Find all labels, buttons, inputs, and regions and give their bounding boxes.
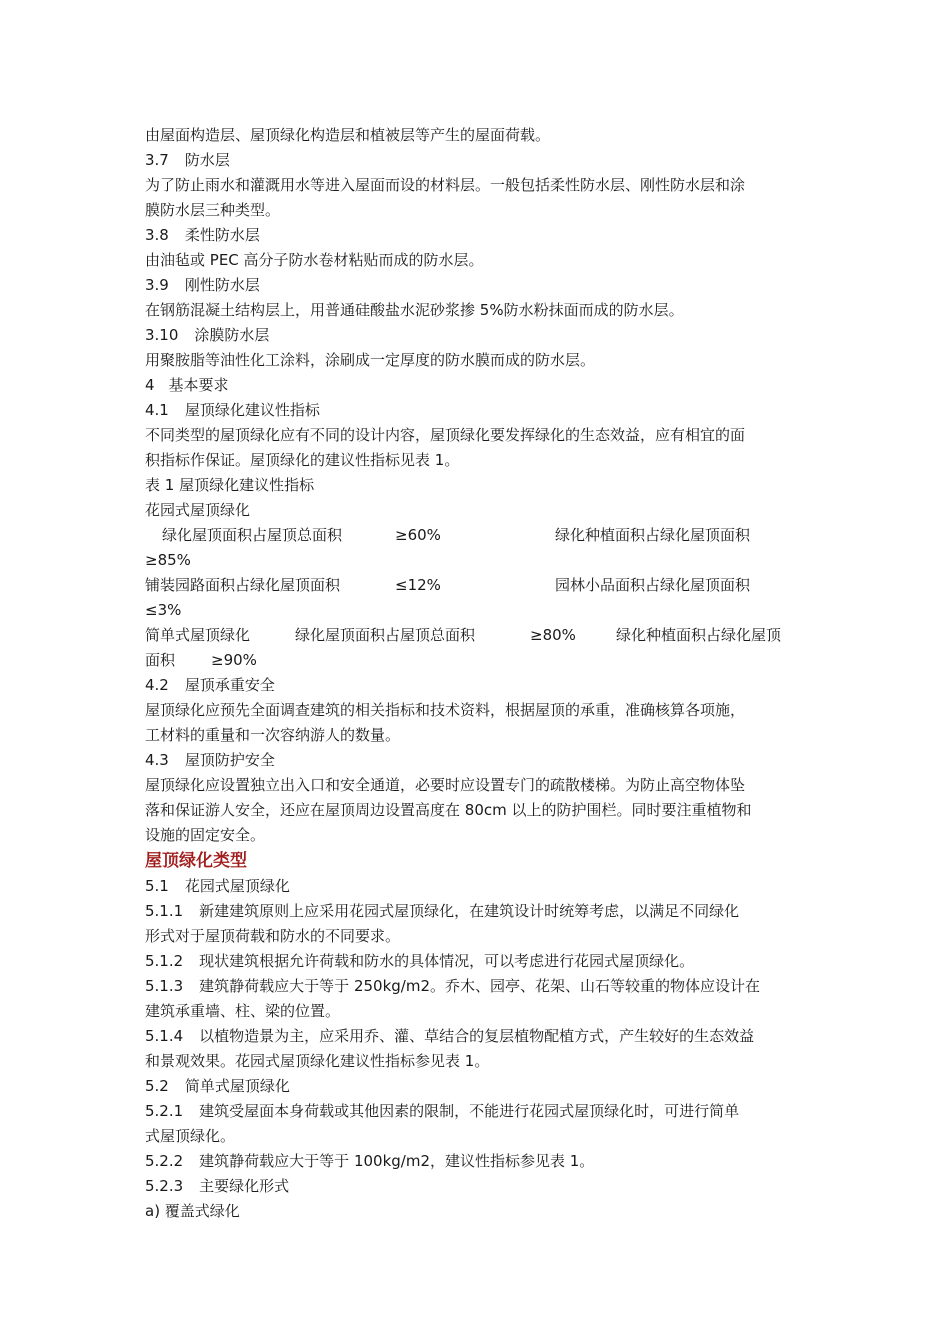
section-heading-4	[145, 373, 810, 398]
text: 积指标作保证。屋顶绿化的建议性指标见表 1。	[145, 451, 460, 469]
paragraph-line	[145, 723, 810, 748]
text: 建筑静荷载应大于等于 100kg/m2，建议性指标参见表 1。	[199, 1152, 595, 1170]
section-heading-5-2	[145, 1074, 810, 1099]
paragraph-line	[145, 198, 810, 223]
table-row-wrap	[145, 598, 810, 623]
text: 膜防水层三种类型。	[145, 201, 281, 219]
text: 为了防止雨水和灌溉用水等进入屋面而设的材料层。一般包括柔性防水层、刚性防水层和涂	[145, 176, 746, 194]
text: 由屋面构造层、屋顶绿化构造层和植被层等产生的屋面荷载。	[145, 126, 551, 144]
text: 用聚胺脂等油性化工涂料，涂刷成一定厚度的防水膜而成的防水层。	[145, 351, 596, 369]
text: 不同类型的屋顶绿化应有不同的设计内容，屋顶绿化要发挥绿化的生态效益，应有相宜的面	[145, 426, 746, 444]
clause-5-2-2	[145, 1149, 810, 1174]
section-heading-3-10	[145, 323, 810, 348]
table-row-wrap	[145, 648, 810, 673]
paragraph-line	[145, 823, 810, 848]
section-title: 基本要求	[168, 376, 229, 394]
clause-5-1-3	[145, 974, 810, 999]
table-cell: ≤3%	[145, 601, 182, 619]
section-title: 防水层	[184, 151, 230, 169]
text: 新建建筑原则上应采用花园式屋顶绿化，在建筑设计时统筹考虑，以满足不同绿化	[199, 902, 740, 920]
table-cell: 面积	[145, 651, 176, 669]
text: 花园式屋顶绿化	[145, 501, 251, 519]
paragraph-line	[145, 1049, 810, 1074]
paragraph-line	[145, 698, 810, 723]
text: 落和保证游人安全，还应在屋顶周边设置高度在 80cm 以上的防护围栏。同时要注重植物和	[145, 801, 752, 819]
table-cell: ≥85%	[145, 551, 191, 569]
section-number: 3.10	[145, 326, 179, 344]
paragraph-line	[145, 999, 810, 1024]
chapter-heading	[145, 848, 810, 874]
clause-5-1-2	[145, 949, 810, 974]
section-heading-3-9	[145, 273, 810, 298]
table-cell: ≥80%	[530, 626, 576, 644]
table-cell: 绿化种植面积占绿化屋顶	[616, 626, 782, 644]
section-heading-5-1	[145, 874, 810, 899]
table-cell: 铺装园路面积占绿化屋顶面积	[145, 576, 341, 594]
section-title: 刚性防水层	[184, 276, 260, 294]
text: 现状建筑根据允许荷载和防水的具体情况，可以考虑进行花园式屋顶绿化。	[199, 952, 695, 970]
section-title: 屋顶防护安全	[184, 751, 275, 769]
table-row-wrap	[145, 548, 810, 573]
text: a) 覆盖式绿化	[145, 1202, 240, 1220]
paragraph-line	[145, 298, 810, 323]
text: 在钢筋混凝土结构层上，用普通硅酸盐水泥砂浆掺 5%防水粉抹面而成的防水层。	[145, 301, 684, 319]
section-number: 4	[145, 376, 155, 394]
section-number: 3.7	[145, 151, 169, 169]
section-title: 简单式屋顶绿化	[184, 1077, 290, 1095]
table-cell: 简单式屋顶绿化	[145, 626, 251, 644]
section-number: 5.1.2	[145, 952, 184, 970]
section-number: 5.1.3	[145, 977, 184, 995]
section-number: 4.1	[145, 401, 169, 419]
section-heading-4-3	[145, 748, 810, 773]
section-number: 4.2	[145, 676, 169, 694]
heading-text: 屋顶绿化类型	[145, 851, 247, 871]
text: 表 1 屋顶绿化建议性指标	[145, 476, 315, 494]
section-number: 5.2.1	[145, 1102, 184, 1120]
text: 和景观效果。花园式屋顶绿化建议性指标参见表 1。	[145, 1052, 490, 1070]
paragraph-line	[145, 248, 810, 273]
table-row	[145, 623, 810, 648]
paragraph-line	[145, 1124, 810, 1149]
table-cell: 绿化屋顶面积占屋顶总面积	[162, 526, 343, 544]
table-cell: 绿化屋顶面积占屋顶总面积	[295, 626, 476, 644]
paragraph-line	[145, 173, 810, 198]
text: 工材料的重量和一次容纳游人的数量。	[145, 726, 401, 744]
table-row-label	[145, 498, 810, 523]
section-heading-3-7	[145, 148, 810, 173]
text: 屋顶绿化应设置独立出入口和安全通道，必要时应设置专门的疏散楼梯。为防止高空物体坠	[145, 776, 746, 794]
section-heading-4-1	[145, 398, 810, 423]
text: 以植物造景为主，应采用乔、灌、草结合的复层植物配植方式，产生较好的生态效益	[199, 1027, 755, 1045]
section-title: 屋顶承重安全	[184, 676, 275, 694]
text: 建筑承重墙、柱、梁的位置。	[145, 1002, 341, 1020]
section-number: 3.9	[145, 276, 169, 294]
table-row	[145, 573, 810, 598]
clause-5-1-1	[145, 899, 810, 924]
paragraph-line	[145, 798, 810, 823]
section-title: 柔性防水层	[184, 226, 260, 244]
section-number: 5.1	[145, 877, 169, 895]
section-number: 4.3	[145, 751, 169, 769]
section-title: 花园式屋顶绿化	[184, 877, 290, 895]
paragraph-line	[145, 423, 810, 448]
table-cell: ≤12%	[395, 576, 441, 594]
table-cell: 绿化种植面积占绿化屋顶面积	[555, 526, 751, 544]
text: 主要绿化形式	[199, 1177, 290, 1195]
table-cell: ≥90%	[211, 651, 257, 669]
paragraph-line	[145, 348, 810, 373]
section-number: 5.2	[145, 1077, 169, 1095]
clause-5-2-3	[145, 1174, 810, 1199]
table-cell: ≥60%	[395, 526, 441, 544]
list-item	[145, 1199, 810, 1224]
paragraph-line	[145, 924, 810, 949]
text: 由油毡或 PEC 高分子防水卷材粘贴而成的防水层。	[145, 251, 484, 269]
section-number: 5.1.1	[145, 902, 184, 920]
clause-5-1-4	[145, 1024, 810, 1049]
paragraph-line	[145, 773, 810, 798]
section-number: 5.2.2	[145, 1152, 184, 1170]
text: 建筑静荷载应大于等于 250kg/m2。乔木、园亭、花架、山石等较重的物体应设计在	[199, 977, 760, 995]
section-title: 涂膜防水层	[194, 326, 270, 344]
paragraph-line	[145, 448, 810, 473]
section-number: 5.2.3	[145, 1177, 184, 1195]
text: 屋顶绿化应预先全面调查建筑的相关指标和技术资料，根据屋顶的承重，准确核算各项施，	[145, 701, 746, 719]
table-cell: 园林小品面积占绿化屋顶面积	[555, 576, 751, 594]
text: 建筑受屋面本身荷载或其他因素的限制，不能进行花园式屋顶绿化时，可进行简单	[199, 1102, 740, 1120]
section-heading-4-2	[145, 673, 810, 698]
table-caption	[145, 473, 810, 498]
section-number: 5.1.4	[145, 1027, 184, 1045]
document-body	[145, 123, 810, 1224]
section-heading-3-8	[145, 223, 810, 248]
section-number: 3.8	[145, 226, 169, 244]
text: 形式对于屋顶荷载和防水的不同要求。	[145, 927, 401, 945]
section-title: 屋顶绿化建议性指标	[184, 401, 320, 419]
clause-5-2-1	[145, 1099, 810, 1124]
text: 式屋顶绿化。	[145, 1127, 236, 1145]
table-row	[145, 523, 810, 548]
text: 设施的固定安全。	[145, 826, 266, 844]
paragraph-line	[145, 123, 810, 148]
